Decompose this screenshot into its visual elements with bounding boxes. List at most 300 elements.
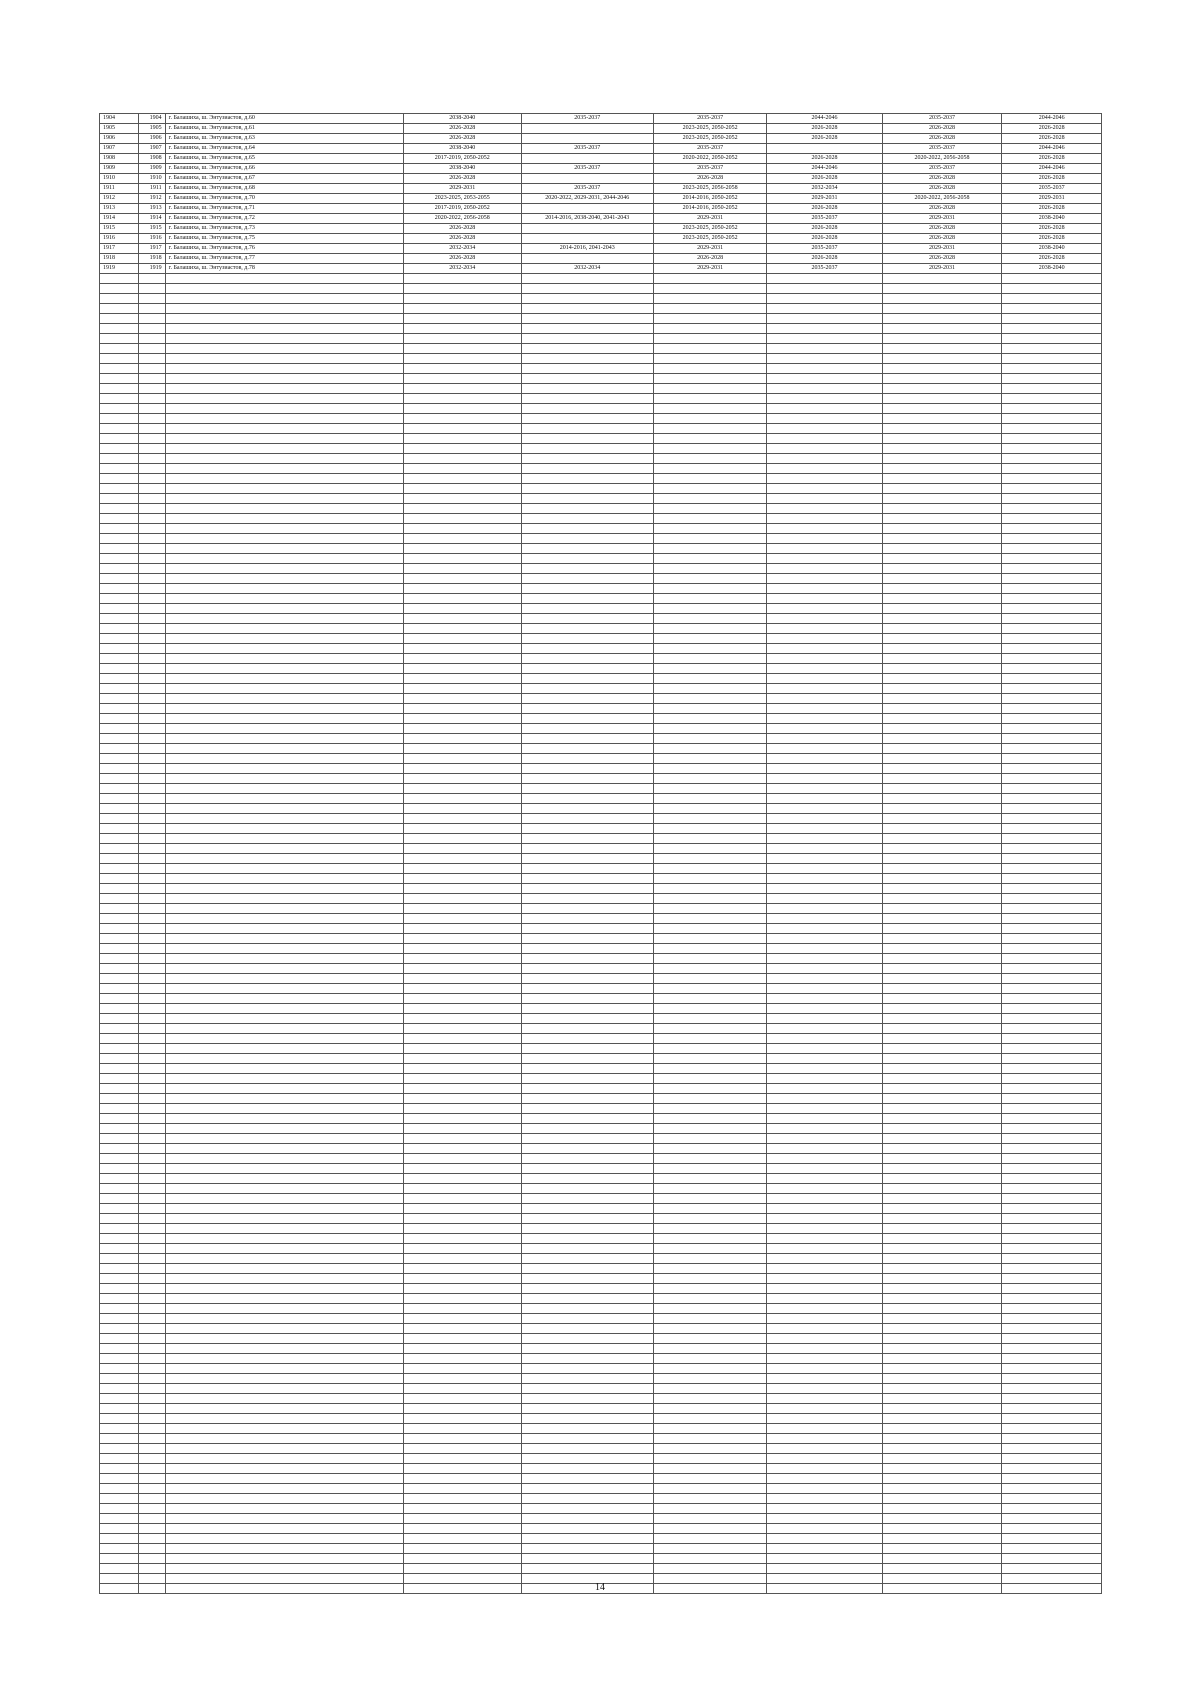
cell-period-2 [521, 1394, 653, 1404]
table-row [100, 434, 1102, 444]
cell-period-5 [882, 424, 1002, 434]
cell-address [165, 354, 403, 364]
cell-period-4 [767, 1054, 882, 1064]
cell-period-3 [653, 1454, 766, 1464]
cell-number [139, 1564, 165, 1574]
cell-row-id [100, 1434, 139, 1444]
table-row [100, 1174, 1102, 1184]
cell-period-4 [767, 584, 882, 594]
cell-row-id [100, 1514, 139, 1524]
cell-address [165, 1024, 403, 1034]
cell-period-4 [767, 1564, 882, 1574]
cell-row-id [100, 1494, 139, 1504]
cell-period-2 [521, 494, 653, 504]
cell-period-1 [403, 1564, 521, 1574]
cell-address [165, 1434, 403, 1444]
cell-number [139, 544, 165, 554]
cell-period-2 [521, 1544, 653, 1554]
cell-period-1 [403, 1454, 521, 1464]
cell-period-5 [882, 954, 1002, 964]
cell-period-6: 2026-2028 [1002, 224, 1102, 234]
cell-period-1 [403, 924, 521, 934]
cell-period-5 [882, 294, 1002, 304]
cell-period-6 [1002, 1484, 1102, 1494]
cell-period-5 [882, 1124, 1002, 1134]
cell-period-6 [1002, 1294, 1102, 1304]
cell-period-2 [521, 964, 653, 974]
cell-address [165, 504, 403, 514]
table-row [100, 234, 1102, 244]
cell-period-3 [653, 1154, 766, 1164]
cell-period-1 [403, 444, 521, 454]
cell-period-5 [882, 1074, 1002, 1084]
cell-row-id [100, 744, 139, 754]
cell-period-5 [882, 1424, 1002, 1434]
cell-row-id [100, 534, 139, 544]
cell-period-1: 2026-2028 [403, 174, 521, 184]
cell-number [139, 1094, 165, 1104]
cell-row-id [100, 474, 139, 484]
cell-address: г. Балашиха, ш. Энтузиастов, д.68 [165, 184, 403, 194]
cell-period-1 [403, 524, 521, 534]
cell-period-4 [767, 404, 882, 414]
table-row [100, 1424, 1102, 1434]
cell-address [165, 1064, 403, 1074]
cell-address: г. Балашиха, ш. Энтузиастов, д.65 [165, 154, 403, 164]
cell-period-1 [403, 804, 521, 814]
cell-period-1 [403, 1384, 521, 1394]
table-row [100, 574, 1102, 584]
cell-period-4 [767, 1144, 882, 1154]
cell-row-id [100, 794, 139, 804]
cell-period-4 [767, 1084, 882, 1094]
cell-period-5 [882, 364, 1002, 374]
cell-period-1 [403, 1064, 521, 1074]
cell-period-4: 2026-2028 [767, 174, 882, 184]
cell-period-1 [403, 1414, 521, 1424]
cell-period-6 [1002, 814, 1102, 824]
cell-period-3 [653, 1084, 766, 1094]
cell-period-2 [521, 1414, 653, 1424]
cell-number [139, 1504, 165, 1514]
cell-period-3 [653, 944, 766, 954]
cell-period-6 [1002, 1494, 1102, 1504]
table-row [100, 1324, 1102, 1334]
cell-period-4 [767, 324, 882, 334]
cell-row-id [100, 1194, 139, 1204]
cell-number [139, 724, 165, 734]
cell-period-6 [1002, 434, 1102, 444]
cell-period-3 [653, 764, 766, 774]
cell-period-4 [767, 884, 882, 894]
cell-period-4 [767, 1104, 882, 1114]
cell-period-3 [653, 434, 766, 444]
cell-address: г. Балашиха, ш. Энтузиастов, д.73 [165, 224, 403, 234]
cell-address [165, 1384, 403, 1394]
cell-period-2 [521, 1374, 653, 1384]
cell-number [139, 1014, 165, 1024]
cell-period-4 [767, 1374, 882, 1384]
cell-period-2 [521, 624, 653, 634]
table-row [100, 1524, 1102, 1534]
cell-period-4 [767, 964, 882, 974]
cell-address [165, 1524, 403, 1534]
cell-period-5 [882, 474, 1002, 484]
cell-period-5 [882, 504, 1002, 514]
cell-address [165, 1244, 403, 1254]
cell-period-3 [653, 544, 766, 554]
table-row [100, 194, 1102, 204]
cell-period-3 [653, 1144, 766, 1154]
cell-address: г. Балашиха, ш. Энтузиастов, д.76 [165, 244, 403, 254]
table-row [100, 614, 1102, 624]
cell-period-2 [521, 894, 653, 904]
cell-period-1 [403, 1534, 521, 1544]
cell-period-1 [403, 774, 521, 784]
cell-row-id [100, 1264, 139, 1274]
cell-address [165, 704, 403, 714]
cell-address [165, 364, 403, 374]
cell-row-id [100, 864, 139, 874]
cell-period-3 [653, 1554, 766, 1564]
cell-period-1 [403, 934, 521, 944]
table-row [100, 1434, 1102, 1444]
register-body [100, 114, 1102, 1594]
cell-period-4 [767, 914, 882, 924]
cell-period-2 [521, 1174, 653, 1184]
cell-number [139, 694, 165, 704]
cell-period-1 [403, 1464, 521, 1474]
cell-period-1 [403, 1194, 521, 1204]
cell-period-5 [882, 1324, 1002, 1334]
cell-period-1 [403, 324, 521, 334]
cell-number [139, 434, 165, 444]
cell-address [165, 774, 403, 784]
cell-period-6 [1002, 734, 1102, 744]
cell-period-1 [403, 1164, 521, 1174]
cell-period-2 [521, 1084, 653, 1094]
cell-period-2 [521, 604, 653, 614]
cell-period-4 [767, 424, 882, 434]
cell-period-6: 2044-2046 [1002, 114, 1102, 124]
cell-period-4 [767, 994, 882, 1004]
table-row [100, 414, 1102, 424]
cell-period-5 [882, 1564, 1002, 1574]
table-row [100, 874, 1102, 884]
cell-period-5 [882, 964, 1002, 974]
table-row [100, 1214, 1102, 1224]
cell-number: 1911 [139, 184, 165, 194]
cell-period-3 [653, 744, 766, 754]
cell-period-1 [403, 1304, 521, 1314]
cell-period-4 [767, 354, 882, 364]
cell-period-5 [882, 334, 1002, 344]
cell-period-1 [403, 744, 521, 754]
cell-row-id [100, 324, 139, 334]
cell-period-5 [882, 494, 1002, 504]
cell-number [139, 464, 165, 474]
cell-period-6 [1002, 1224, 1102, 1234]
cell-period-6 [1002, 474, 1102, 484]
cell-period-6 [1002, 664, 1102, 674]
cell-period-4 [767, 674, 882, 684]
cell-row-id: 1916 [100, 234, 139, 244]
cell-period-5: 2035-2037 [882, 164, 1002, 174]
cell-period-2 [521, 994, 653, 1004]
cell-period-1 [403, 1424, 521, 1434]
cell-period-4: 2044-2046 [767, 114, 882, 124]
cell-period-6 [1002, 494, 1102, 504]
cell-number [139, 664, 165, 674]
cell-number [139, 1024, 165, 1034]
cell-period-4 [767, 1294, 882, 1304]
cell-period-5 [882, 674, 1002, 684]
cell-period-3 [653, 834, 766, 844]
cell-row-id [100, 1164, 139, 1174]
cell-period-1 [403, 874, 521, 884]
cell-row-id: 1910 [100, 174, 139, 184]
cell-period-6 [1002, 364, 1102, 374]
table-row [100, 344, 1102, 354]
cell-address [165, 584, 403, 594]
cell-period-1 [403, 484, 521, 494]
cell-period-2 [521, 824, 653, 834]
cell-period-5 [882, 1104, 1002, 1114]
cell-period-4 [767, 1004, 882, 1014]
cell-period-1 [403, 514, 521, 524]
cell-address [165, 394, 403, 404]
cell-period-6 [1002, 1384, 1102, 1394]
cell-period-3 [653, 1064, 766, 1074]
table-row [100, 624, 1102, 634]
cell-period-2 [521, 734, 653, 744]
cell-period-1 [403, 1354, 521, 1364]
cell-period-3: 2020-2022, 2050-2052 [653, 154, 766, 164]
cell-address [165, 714, 403, 724]
cell-period-1 [403, 1474, 521, 1484]
cell-period-4 [767, 894, 882, 904]
cell-row-id [100, 304, 139, 314]
cell-period-6 [1002, 1264, 1102, 1274]
cell-number [139, 1484, 165, 1494]
cell-period-5 [882, 784, 1002, 794]
cell-period-3 [653, 1204, 766, 1214]
cell-period-3 [653, 314, 766, 324]
table-row [100, 1154, 1102, 1164]
cell-period-3 [653, 524, 766, 534]
cell-period-3 [653, 874, 766, 884]
cell-number [139, 1114, 165, 1124]
cell-row-id [100, 1294, 139, 1304]
cell-period-3 [653, 324, 766, 334]
cell-number: 1919 [139, 264, 165, 274]
cell-period-1 [403, 1374, 521, 1384]
cell-address [165, 494, 403, 504]
cell-period-4 [767, 724, 882, 734]
cell-number [139, 914, 165, 924]
cell-row-id: 1905 [100, 124, 139, 134]
cell-row-id [100, 514, 139, 524]
cell-period-2 [521, 554, 653, 564]
cell-period-1 [403, 594, 521, 604]
cell-period-6 [1002, 764, 1102, 774]
cell-period-5 [882, 1334, 1002, 1344]
cell-period-1 [403, 724, 521, 734]
cell-number [139, 644, 165, 654]
cell-row-id [100, 1464, 139, 1474]
cell-period-4 [767, 1394, 882, 1404]
cell-number [139, 814, 165, 824]
cell-period-4 [767, 764, 882, 774]
cell-period-2 [521, 424, 653, 434]
cell-period-6 [1002, 1474, 1102, 1484]
cell-period-3 [653, 754, 766, 764]
cell-period-2 [521, 1224, 653, 1234]
cell-period-5 [882, 274, 1002, 284]
cell-period-2 [521, 294, 653, 304]
cell-period-4 [767, 1214, 882, 1224]
cell-address [165, 1154, 403, 1164]
cell-address [165, 474, 403, 484]
table-row [100, 1314, 1102, 1324]
cell-period-4 [767, 454, 882, 464]
cell-period-2: 2035-2037 [521, 164, 653, 174]
cell-address [165, 484, 403, 494]
cell-period-3: 2023-2025, 2050-2052 [653, 234, 766, 244]
cell-period-3 [653, 1164, 766, 1174]
cell-period-2 [521, 654, 653, 664]
cell-period-4: 2026-2028 [767, 224, 882, 234]
cell-period-6 [1002, 524, 1102, 534]
cell-period-1: 2038-2040 [403, 114, 521, 124]
cell-row-id [100, 994, 139, 1004]
cell-address [165, 844, 403, 854]
table-row [100, 244, 1102, 254]
cell-period-3 [653, 694, 766, 704]
cell-period-6 [1002, 784, 1102, 794]
cell-period-6 [1002, 1084, 1102, 1094]
cell-period-4 [767, 1334, 882, 1344]
cell-number [139, 604, 165, 614]
cell-number [139, 284, 165, 294]
cell-period-5 [882, 324, 1002, 334]
table-row [100, 1474, 1102, 1484]
cell-period-5 [882, 304, 1002, 314]
cell-row-id [100, 1074, 139, 1084]
cell-number [139, 584, 165, 594]
table-row [100, 1354, 1102, 1364]
cell-period-2: 2020-2022, 2029-2031, 2044-2046 [521, 194, 653, 204]
cell-period-5 [882, 1044, 1002, 1054]
cell-period-1 [403, 544, 521, 554]
cell-row-id [100, 1114, 139, 1124]
cell-period-3 [653, 1384, 766, 1394]
cell-row-id [100, 574, 139, 584]
cell-address: г. Балашиха, ш. Энтузиастов, д.67 [165, 174, 403, 184]
cell-period-6 [1002, 1134, 1102, 1144]
cell-period-3 [653, 1074, 766, 1084]
cell-row-id [100, 1174, 139, 1184]
cell-period-2 [521, 354, 653, 364]
cell-period-1 [403, 314, 521, 324]
table-row [100, 544, 1102, 554]
cell-period-4 [767, 1064, 882, 1074]
cell-period-1 [403, 1284, 521, 1294]
cell-period-2 [521, 224, 653, 234]
cell-number [139, 844, 165, 854]
table-row [100, 1344, 1102, 1354]
cell-row-id [100, 944, 139, 954]
cell-address [165, 794, 403, 804]
cell-number [139, 1254, 165, 1264]
cell-period-6 [1002, 1414, 1102, 1424]
cell-period-2 [521, 1034, 653, 1044]
cell-row-id [100, 714, 139, 724]
cell-period-3: 2035-2037 [653, 164, 766, 174]
cell-address [165, 884, 403, 894]
cell-period-5: 2029-2031 [882, 264, 1002, 274]
cell-row-id [100, 1454, 139, 1464]
cell-period-1 [403, 794, 521, 804]
cell-address [165, 1314, 403, 1324]
cell-period-6 [1002, 1444, 1102, 1454]
cell-address [165, 464, 403, 474]
cell-period-2 [521, 484, 653, 494]
cell-period-6 [1002, 594, 1102, 604]
cell-number [139, 1054, 165, 1064]
table-row [100, 144, 1102, 154]
cell-period-2 [521, 444, 653, 454]
cell-period-3 [653, 1304, 766, 1314]
cell-period-4 [767, 694, 882, 704]
table-row [100, 944, 1102, 954]
cell-number [139, 294, 165, 304]
cell-address [165, 754, 403, 764]
cell-period-6 [1002, 464, 1102, 474]
cell-period-5 [882, 1524, 1002, 1534]
cell-period-2 [521, 794, 653, 804]
cell-period-4 [767, 1254, 882, 1264]
cell-period-6: 2026-2028 [1002, 124, 1102, 134]
cell-period-5 [882, 354, 1002, 364]
cell-period-2 [521, 1054, 653, 1064]
cell-period-2 [521, 884, 653, 894]
cell-number [139, 1314, 165, 1324]
cell-address: г. Балашиха, ш. Энтузиастов, д.60 [165, 114, 403, 124]
cell-row-id [100, 674, 139, 684]
cell-period-3 [653, 844, 766, 854]
cell-address [165, 624, 403, 634]
cell-period-6 [1002, 1024, 1102, 1034]
cell-period-2 [521, 454, 653, 464]
cell-period-2 [521, 234, 653, 244]
cell-period-3 [653, 364, 766, 374]
cell-number [139, 1244, 165, 1254]
table-row [100, 254, 1102, 264]
cell-address [165, 1074, 403, 1084]
cell-number [139, 1474, 165, 1484]
cell-period-3 [653, 1494, 766, 1504]
cell-period-6 [1002, 1154, 1102, 1164]
cell-period-6 [1002, 324, 1102, 334]
table-row [100, 824, 1102, 834]
cell-period-5 [882, 984, 1002, 994]
cell-period-4 [767, 1474, 882, 1484]
cell-number [139, 1554, 165, 1564]
table-row [100, 1394, 1102, 1404]
table-row [100, 394, 1102, 404]
table-row [100, 1534, 1102, 1544]
